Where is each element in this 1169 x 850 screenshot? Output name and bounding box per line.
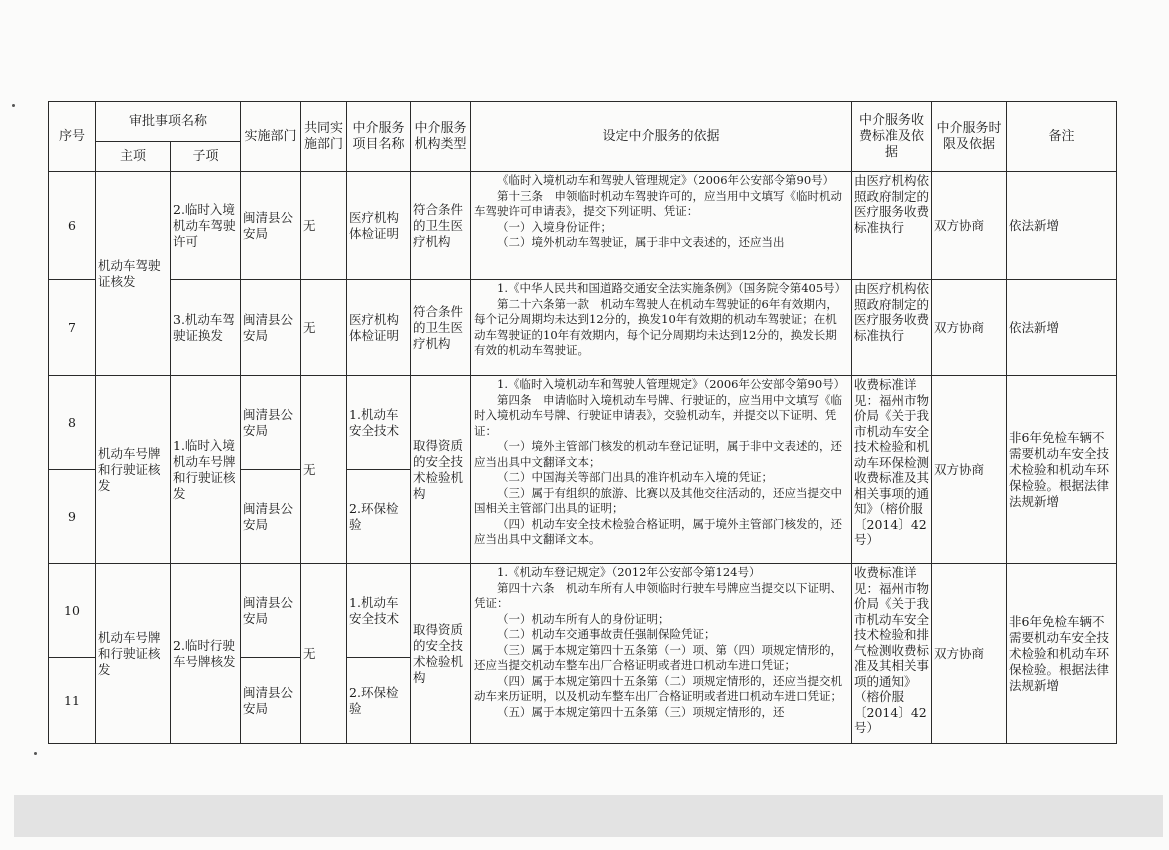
basis-line: （二）机动车交通事故责任强制保险凭证； (497, 627, 716, 641)
seq-cell: 6 (49, 172, 96, 280)
service-name-cell: 1.机动车安全技术 (347, 376, 411, 470)
basis-line: 1.《机动车登记规定》（2012年公安部令第124号） (497, 565, 761, 579)
dept-cell: 闽清县公安局 (241, 564, 301, 658)
basis-line: 第四条 申请临时入境机动车号牌、行驶证的，应当用中文填写《临时入境机动车号牌、行驶证申请表》，交验机动车，并提交以下证明、凭证： (474, 392, 843, 438)
header-co-dept: 共同实施部门 (301, 102, 347, 172)
header-note: 备注 (1007, 102, 1117, 172)
basis-line: （五）属于本规定第四十五条第（三）项规定情形的，还 (497, 704, 785, 719)
service-name-cell: 1.机动车安全技术 (347, 564, 411, 658)
basis-cell (471, 564, 852, 744)
seq-cell: 7 (49, 280, 96, 376)
basis-line: （一）入境身份证件； (497, 219, 613, 234)
seq-cell: 10 (49, 564, 96, 658)
time-cell: 双方协商 (932, 376, 1007, 564)
fee-cell: 由医疗机构依照政府制定的医疗服务收费标准执行 (852, 172, 932, 280)
header-seq: 序号 (49, 102, 96, 172)
header-row (49, 102, 1117, 142)
note-cell: 非6年免检车辆不需要机动车安全技术检验和机动车环保检验。根据法律法规新增 (1007, 376, 1117, 564)
fee-cell (852, 376, 932, 564)
intermediary-service-table (48, 101, 1117, 744)
org-type-cell: 符合条件的卫生医疗机构 (411, 280, 471, 376)
sub-item-cell: 2.临时行驶车号牌核发 (171, 564, 241, 744)
time-cell: 双方协商 (932, 280, 1007, 376)
basis-line: 1.《临时入境机动车和驾驶人管理规定》（2006年公安部令第90号） (497, 377, 846, 391)
co-dept-cell: 无 (301, 280, 347, 376)
basis-line: （二）境外机动车驾驶证，属于非中文表述的，还应当出 (497, 235, 785, 249)
co-dept-cell: 无 (301, 172, 347, 280)
service-name-cell: 2.环保检验 (347, 658, 411, 744)
dept-cell: 闽清县公安局 (241, 280, 301, 376)
fee-cell: 由医疗机构依照政府制定的医疗服务收费标准执行 (852, 280, 932, 376)
time-cell: 双方协商 (932, 564, 1007, 744)
dept-cell: 闽清县公安局 (241, 658, 301, 744)
table-row (49, 376, 1117, 470)
basis-line: 《临时入境机动车和驾驶人管理规定》（2006年公安部令第90号） (497, 173, 835, 187)
table-row (49, 172, 1117, 280)
org-type-cell: 取得资质的安全技术检验机构 (411, 376, 471, 564)
basis-line: （二）中国海关等部门出具的准许机动车入境的凭证； (497, 470, 774, 484)
time-cell: 双方协商 (932, 172, 1007, 280)
basis-line: 第十三条 申领临时机动车驾驶许可的，应当用中文填写《临时机动车驾驶许可申请表》，提交下列证明、凭证： (474, 188, 843, 218)
main-item-cell: 机动车驾驶证核发 (96, 172, 171, 376)
main-item-cell: 机动车号牌和行驶证核发 (96, 564, 171, 744)
basis-line: （三）属于本规定第四十五条第（一）项、第（四）项规定情形的，还应当提交机动车整车出厂合格证明或者进口机动车进口凭证； (474, 642, 843, 672)
header-time: 中介服务时限及依据 (932, 102, 1007, 172)
co-dept-cell: 无 (301, 564, 347, 744)
fee-cell (852, 564, 932, 744)
fee-text: 收费标准详见：福州市物价局《关于我市机动车安全技术检验和排气检测收费标准及其相关事项的通知》（榕价服〔2014〕42号） (854, 565, 930, 735)
basis-cell (471, 172, 852, 280)
service-name-cell: 医疗机构体检证明 (347, 280, 411, 376)
header-service-name: 中介服务项目名称 (347, 102, 411, 172)
scanner-shadow-band (14, 795, 1163, 837)
dept-cell: 闽清县公安局 (241, 376, 301, 470)
seq-cell: 8 (49, 376, 96, 470)
org-type-cell: 符合条件的卫生医疗机构 (411, 172, 471, 280)
seq-cell: 11 (49, 658, 96, 744)
service-name-cell: 2.环保检验 (347, 470, 411, 564)
header-org-type: 中介服务机构类型 (411, 102, 471, 172)
basis-line: 1.《中华人民共和国道路交通安全法实施条例》（国务院令第405号） (497, 281, 847, 295)
approval-table-sheet (48, 101, 1116, 744)
dept-cell: 闽清县公安局 (241, 470, 301, 564)
scan-speck (12, 104, 15, 107)
note-cell: 依法新增 (1007, 280, 1117, 376)
header-main-item: 主项 (96, 142, 171, 172)
note-cell: 非6年免检车辆不需要机动车安全技术检验和机动车环保检验。根据法律法规新增 (1007, 564, 1117, 744)
fee-text: 收费标准详见：福州市物价局《关于我市机动车安全技术检验和机动车环保检测收费标准及其相关事项的通知》（榕价服〔2014〕42号） (854, 377, 930, 547)
basis-line: （一）机动车所有人的身份证明； (497, 611, 670, 626)
basis-cell (471, 280, 852, 376)
header-basis: 设定中介服务的依据 (471, 102, 852, 172)
seq-cell: 9 (49, 470, 96, 564)
sub-item-cell: 2.临时入境机动车驾驶许可 (171, 172, 241, 280)
basis-line: （三）属于有组织的旅游、比赛以及其他交往活动的，还应当提交中国相关主管部门出具的证明； (474, 485, 843, 515)
table-row (49, 564, 1117, 658)
note-cell: 依法新增 (1007, 172, 1117, 280)
scan-speck (34, 752, 37, 755)
sub-item-cell: 3.机动车驾驶证换发 (171, 280, 241, 376)
dept-cell: 闽清县公安局 (241, 172, 301, 280)
header-sub-item: 子项 (171, 142, 241, 172)
header-approval-item: 审批事项名称 (96, 102, 241, 142)
basis-line: （四）机动车安全技术检验合格证明，属于境外主管部门核发的，还应当出具中文翻译文本。 (474, 516, 843, 546)
sub-item-cell: 1.临时入境机动车号牌和行驶证核发 (171, 376, 241, 564)
basis-line: 第四十六条 机动车所有人申领临时行驶车号牌应当提交以下证明、凭证： (474, 580, 843, 610)
service-name-cell: 医疗机构体检证明 (347, 172, 411, 280)
basis-line: （一）境外主管部门核发的机动车登记证明，属于非中文表述的，还应当出具中文翻译文本； (474, 439, 843, 469)
co-dept-cell: 无 (301, 376, 347, 564)
basis-line: （四）属于本规定第四十五条第（二）项规定情形的，还应当提交机动车来历证明，以及机动车整车出厂合格证明或者进口机动车进口凭证； (474, 673, 843, 703)
header-fee: 中介服务收费标准及依据 (852, 102, 932, 172)
basis-cell (471, 376, 852, 564)
header-dept: 实施部门 (241, 102, 301, 172)
main-item-cell: 机动车号牌和行驶证核发 (96, 376, 171, 564)
basis-line: 第二十六条第一款 机动车驾驶人在机动车驾驶证的6年有效期内，每个记分周期均未达到12分的，换发10年有效期的机动车驾驶证；在机动车驾驶证的10年有效期内，每个记分周期均未达到12分的，换发长期有效的机动车驾驶证。 (474, 296, 838, 357)
table-row (49, 280, 1117, 376)
org-type-cell: 取得资质的安全技术检验机构 (411, 564, 471, 744)
